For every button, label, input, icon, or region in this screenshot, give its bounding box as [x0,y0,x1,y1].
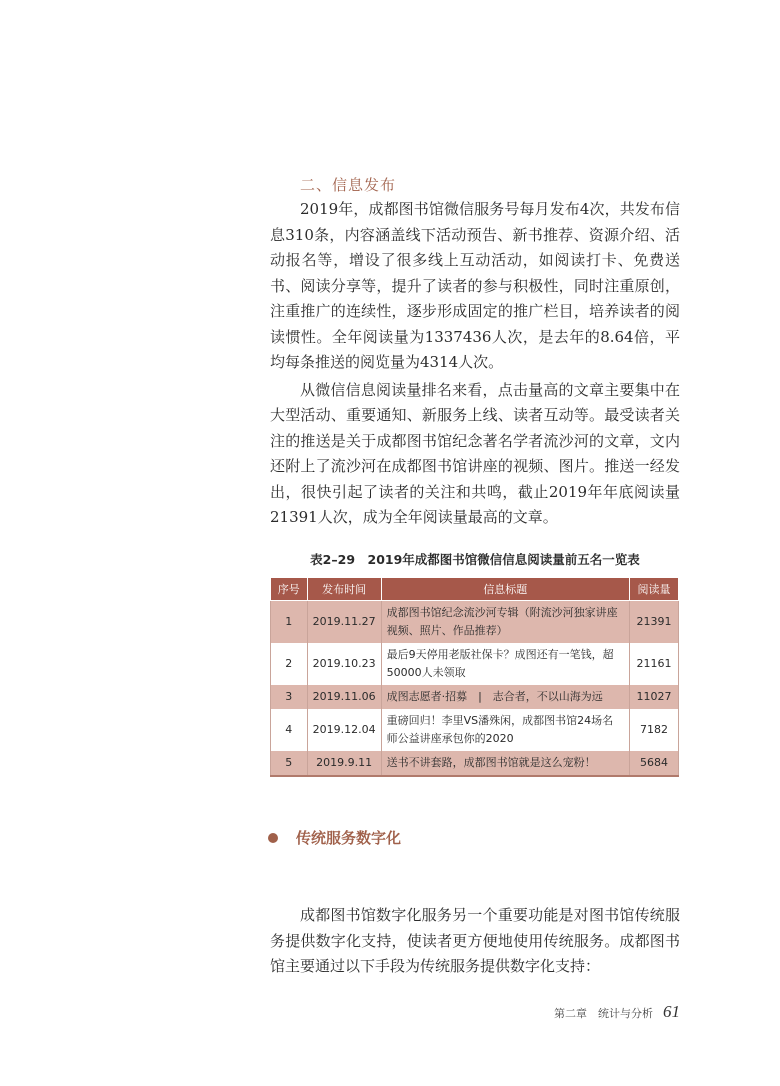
cell-reads: 21391 [630,601,679,644]
cell-no: 4 [271,709,308,751]
cell-date: 2019.10.23 [307,643,381,685]
subsection-body [270,903,680,982]
cell-date: 2019.11.06 [307,685,381,709]
reading-rank-table [270,577,679,777]
cell-date: 2019.12.04 [307,709,381,751]
body-paragraph: 2019年，成都图书馆微信服务号每月发布4次，共发布信息310条，内容涵盖线下活动预告、新书推荐、资源介绍、活动报名等，增设了很多线上互动活动，如阅读打卡、免费送书、阅读分享等，提升了读者的参与积极性，同时注重原创，注重推广的连续性，逐步形成固定的推广栏目，培养读者的阅读惯性。全年阅读量为1337436人次，是去年的8.64倍，平均每条推送的阅览量为4314人次。 [270,200,680,371]
cell-reads: 7182 [630,709,679,751]
body-paragraph: 从微信信息阅读量排名来看，点击量高的文章主要集中在大型活动、重要通知、新服务上线、读者互动等。最受读者关注的推送是关于成都图书馆纪念著名学者流沙河的文章，文内还附上了流沙河在成都图书馆讲座的视频、图片。推送一经发出，很快引起了读者的关注和共鸣，截止2019年年底阅读量21391人次，成为全年阅读量最高的文章。 [270,380,680,526]
header-reads: 阅读量 [630,578,679,601]
cell-title: 送书不讲套路，成都图书馆就是这么宠粉！ [381,751,629,776]
cell-title: 成图志愿者·招募 | 志合者，不以山海为远 [381,685,629,709]
table-row [271,643,679,685]
table-row [271,685,679,709]
cell-reads: 11027 [630,685,679,709]
header-title: 信息标题 [381,578,629,601]
table-header-row [271,578,679,601]
cell-no: 2 [271,643,308,685]
cell-reads: 21161 [630,643,679,685]
cell-no: 3 [271,685,308,709]
chapter-label: 第二章 统计与分析 [554,1007,653,1020]
header-no: 序号 [271,578,308,601]
page-footer [554,1002,680,1022]
cell-title: 成都图书馆纪念流沙河专辑（附流沙河独家讲座视频、照片、作品推荐） [381,601,629,644]
subsection-heading [268,827,401,848]
body-paragraph: 成都图书馆数字化服务另一个重要功能是对图书馆传统服务提供数字化支持，使读者更方便地使用传统服务。成都图书馆主要通过以下手段为传统服务提供数字化支持： [270,906,680,975]
table-row [271,601,679,644]
section-heading: 二、信息发布 [300,176,397,194]
cell-no: 5 [271,751,308,776]
table-caption: 表2–29 2019年成都图书馆微信信息阅读量前五名一览表 [310,552,640,567]
section-body [270,197,680,533]
table-row [271,709,679,751]
cell-date: 2019.9.11 [307,751,381,776]
cell-title: 重磅回归！李里VS潘殊闲，成都图书馆24场名师公益讲座承包你的2020 [381,709,629,751]
cell-title: 最后9天停用老版社保卡？成图还有一笔钱，超50000人未领取 [381,643,629,685]
cell-reads: 5684 [630,751,679,776]
subsection-heading-text: 传统服务数字化 [296,829,402,847]
table-row [271,751,679,776]
bullet-icon [268,833,278,843]
cell-no: 1 [271,601,308,644]
header-date: 发布时间 [307,578,381,601]
page-number: 61 [663,1002,680,1021]
cell-date: 2019.11.27 [307,601,381,644]
